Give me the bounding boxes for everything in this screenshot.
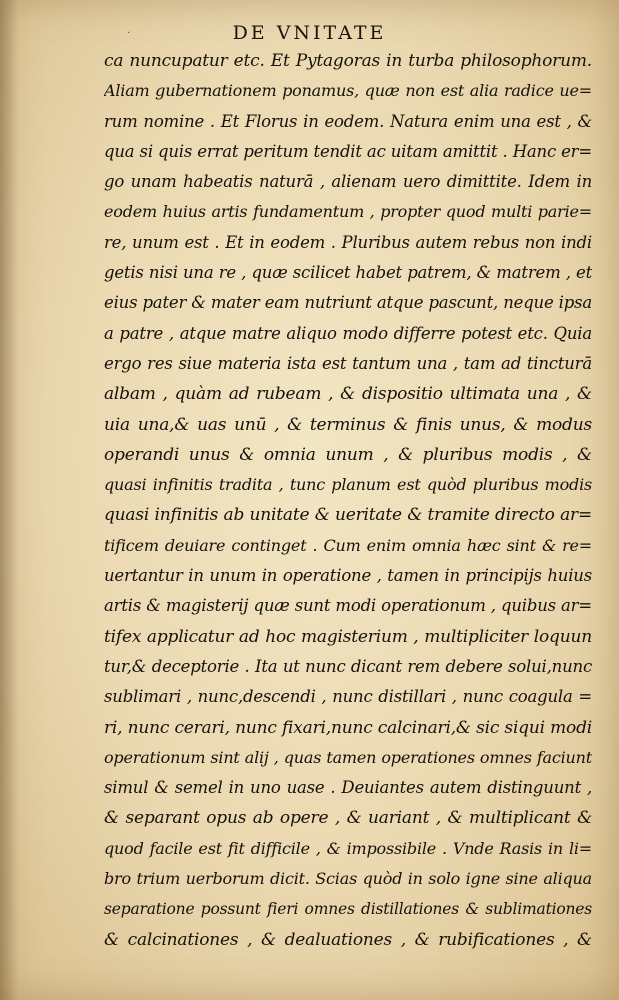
text-line: sublimari , nunc,descendi , nunc distillari , nunc coagula = — [104, 687, 592, 707]
text-line: tificem deuiare continget . Cum enim omnia hæc sint & re= — [104, 535, 592, 555]
running-header: DE VNITATE — [232, 22, 387, 44]
text-line: ca nuncupatur etc. Et Pytagoras in turba philosophorum. — [104, 51, 592, 71]
text-line: eodem huius artis fundamentum , propter quod multi parie= — [104, 202, 592, 222]
text-line: quasi infinitis ab unitate & ueritate & tramite directo ar= — [104, 505, 592, 526]
text-line: a patre , atque matre aliquo modo differre potest etc. Quia — [104, 323, 592, 343]
text-line: Aliam gubernationem ponamus, quæ non est alia radice ue= — [104, 81, 592, 101]
text-line: quasi infinitis tradita , tunc planum est quòd pluribus modis — [104, 475, 592, 495]
text-line: qua si quis errat peritum tendit ac uitam amittit . Hanc er= — [104, 141, 592, 161]
text-line: ergo res siue materia ista est tantum una , tam ad tincturā — [104, 353, 592, 373]
text-line: artis & magisterij quæ sunt modi operationum , quibus ar= — [104, 596, 592, 616]
page-gutter-shadow — [0, 0, 18, 1000]
body-text — [104, 46, 592, 955]
stray-ink-mark: · — [127, 28, 131, 39]
text-line: operationum sint alij , quas tamen operationes omnes faciunt — [104, 747, 592, 767]
text-line: simul & semel in uno uase . Deuiantes autem distinguunt , — [104, 778, 592, 798]
text-line: go unam habeatis naturā , alienam uero dimittite. Idem in — [104, 172, 592, 192]
text-line: & separant opus ab opere , & uariant , & multiplicant & — [104, 808, 592, 829]
text-line: tifex applicatur ad hoc magisterium , multipliciter loquun — [104, 626, 592, 647]
text-line: re, unum est . Et in eodem . Pluribus autem rebus non indi — [104, 232, 592, 252]
text-line: separatione possunt fieri omnes distillationes & sublimationes — [104, 900, 592, 919]
text-line: uertantur in unum in operatione , tamen in principijs huius — [104, 566, 592, 586]
text-line: & calcinationes , & dealuationes , & rubificationes , & — [104, 929, 592, 950]
text-line: bro trium uerborum dicit. Scias quòd in solo igne sine aliqua — [104, 869, 592, 889]
text-line: albam , quàm ad rubeam , & dispositio ultimata una , & — [104, 384, 592, 405]
text-line: ri, nunc cerari, nunc fixari,nunc calcinari,& sic siqui modi — [104, 717, 592, 738]
text-line: uia una,& uas unū , & terminus & finis unus, & modus — [104, 414, 592, 435]
text-line: eius pater & mater eam nutriunt atque pascunt, neque ipsa — [104, 293, 592, 313]
text-line: tur,& deceptorie . Ita ut nunc dicant rem debere solui,nunc — [104, 656, 592, 676]
text-line: quod facile est fit difficile , & impossibile . Vnde Rasis in li= — [104, 838, 592, 858]
text-line: rum nomine . Et Florus in eodem. Natura enim una est , & — [104, 111, 592, 131]
text-line: getis nisi una re , quæ scilicet habet patrem, & matrem , et — [104, 263, 592, 283]
text-line: operandi unus & omnia unum , & pluribus modis , & — [104, 444, 592, 465]
